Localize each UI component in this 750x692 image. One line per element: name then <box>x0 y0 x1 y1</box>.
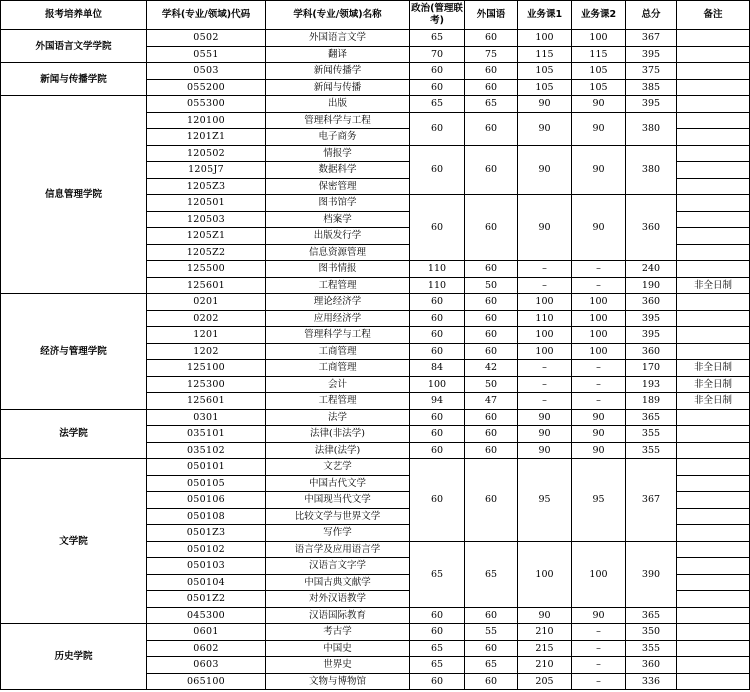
politics-cell: 60 <box>410 426 465 443</box>
foreign-cell: 55 <box>465 624 518 641</box>
foreign-cell: 60 <box>465 442 518 459</box>
course1-cell: 95 <box>518 459 572 542</box>
code-cell: 120100 <box>147 112 266 129</box>
course1-cell: 90 <box>518 96 572 113</box>
code-cell: 120501 <box>147 195 266 212</box>
course2-cell: 90 <box>572 195 626 261</box>
politics-cell: 110 <box>410 277 465 294</box>
politics-cell: 60 <box>410 442 465 459</box>
note-cell: 非全日制 <box>677 277 750 294</box>
name-cell: 管理科学与工程 <box>266 327 410 344</box>
total-cell: 395 <box>626 310 677 327</box>
total-cell: 367 <box>626 30 677 47</box>
foreign-cell: 60 <box>465 327 518 344</box>
code-cell: 0301 <box>147 409 266 426</box>
note-cell <box>677 591 750 608</box>
header-name: 学科(专业/领域)名称 <box>266 1 410 30</box>
name-cell: 图书馆学 <box>266 195 410 212</box>
header-politics: 政治(管理联考) <box>410 1 465 30</box>
politics-cell: 60 <box>410 145 465 195</box>
course1-cell: 105 <box>518 63 572 80</box>
total-cell: 189 <box>626 393 677 410</box>
total-cell: 380 <box>626 112 677 145</box>
total-cell: 360 <box>626 294 677 311</box>
foreign-cell: 60 <box>465 261 518 278</box>
politics-cell: 60 <box>410 459 465 542</box>
note-cell <box>677 310 750 327</box>
politics-cell: 60 <box>410 112 465 145</box>
note-cell <box>677 624 750 641</box>
total-cell: 355 <box>626 640 677 657</box>
note-cell <box>677 508 750 525</box>
total-cell: 190 <box>626 277 677 294</box>
code-cell: 125601 <box>147 277 266 294</box>
politics-cell: 60 <box>410 195 465 261</box>
unit-cell: 信息管理学院 <box>1 96 147 294</box>
note-cell <box>677 640 750 657</box>
name-cell: 信息资源管理 <box>266 244 410 261</box>
course1-cell: 100 <box>518 327 572 344</box>
course2-cell: – <box>572 261 626 278</box>
course1-cell: 90 <box>518 409 572 426</box>
name-cell: 文物与博物馆 <box>266 673 410 690</box>
foreign-cell: 60 <box>465 112 518 145</box>
note-cell: 非全日制 <box>677 393 750 410</box>
code-cell: 125100 <box>147 360 266 377</box>
unit-cell: 新闻与传播学院 <box>1 63 147 96</box>
code-cell: 050103 <box>147 558 266 575</box>
code-cell: 0502 <box>147 30 266 47</box>
code-cell: 035102 <box>147 442 266 459</box>
name-cell: 出版发行学 <box>266 228 410 245</box>
politics-cell: 60 <box>410 409 465 426</box>
code-cell: 0201 <box>147 294 266 311</box>
note-cell: 非全日制 <box>677 360 750 377</box>
name-cell: 电子商务 <box>266 129 410 146</box>
course1-cell: 90 <box>518 145 572 195</box>
course1-cell: – <box>518 261 572 278</box>
note-cell <box>677 558 750 575</box>
foreign-cell: 60 <box>465 426 518 443</box>
note-cell <box>677 525 750 542</box>
name-cell: 数据科学 <box>266 162 410 179</box>
name-cell: 中国史 <box>266 640 410 657</box>
course2-cell: 90 <box>572 112 626 145</box>
foreign-cell: 60 <box>465 607 518 624</box>
total-cell: 360 <box>626 657 677 674</box>
course2-cell: 90 <box>572 426 626 443</box>
name-cell: 中国古代文学 <box>266 475 410 492</box>
note-cell <box>677 442 750 459</box>
politics-cell: 84 <box>410 360 465 377</box>
foreign-cell: 60 <box>465 145 518 195</box>
course2-cell: 90 <box>572 607 626 624</box>
name-cell: 新闻与传播 <box>266 79 410 96</box>
name-cell: 档案学 <box>266 211 410 228</box>
note-cell <box>677 211 750 228</box>
foreign-cell: 47 <box>465 393 518 410</box>
politics-cell: 60 <box>410 624 465 641</box>
politics-cell: 70 <box>410 46 465 63</box>
code-cell: 125601 <box>147 393 266 410</box>
note-cell <box>677 574 750 591</box>
foreign-cell: 60 <box>465 409 518 426</box>
note-cell <box>677 129 750 146</box>
course1-cell: – <box>518 376 572 393</box>
total-cell: 395 <box>626 96 677 113</box>
name-cell: 翻译 <box>266 46 410 63</box>
name-cell: 工商管理 <box>266 343 410 360</box>
foreign-cell: 60 <box>465 343 518 360</box>
total-cell: 336 <box>626 673 677 690</box>
course2-cell: 105 <box>572 79 626 96</box>
note-cell: 非全日制 <box>677 376 750 393</box>
course1-cell: 100 <box>518 343 572 360</box>
name-cell: 工程管理 <box>266 277 410 294</box>
course2-cell: – <box>572 393 626 410</box>
politics-cell: 94 <box>410 393 465 410</box>
name-cell: 世界史 <box>266 657 410 674</box>
unit-cell: 外国语言文学学院 <box>1 30 147 63</box>
code-cell: 1202 <box>147 343 266 360</box>
name-cell: 写作学 <box>266 525 410 542</box>
code-cell: 1205Z3 <box>147 178 266 195</box>
code-cell: 050101 <box>147 459 266 476</box>
course1-cell: 110 <box>518 310 572 327</box>
header-foreign: 外国语 <box>465 1 518 30</box>
name-cell: 理论经济学 <box>266 294 410 311</box>
politics-cell: 60 <box>410 607 465 624</box>
table-row <box>1 294 750 311</box>
course2-cell: 115 <box>572 46 626 63</box>
note-cell <box>677 294 750 311</box>
header-row <box>1 1 750 30</box>
code-cell: 050102 <box>147 541 266 558</box>
header-course2: 业务课2 <box>572 1 626 30</box>
code-cell: 1205Z2 <box>147 244 266 261</box>
foreign-cell: 60 <box>465 673 518 690</box>
note-cell <box>677 96 750 113</box>
course2-cell: 100 <box>572 541 626 607</box>
note-cell <box>677 112 750 129</box>
code-cell: 055300 <box>147 96 266 113</box>
course1-cell: 100 <box>518 30 572 47</box>
name-cell: 情报学 <box>266 145 410 162</box>
name-cell: 汉语言文字学 <box>266 558 410 575</box>
foreign-cell: 60 <box>465 310 518 327</box>
politics-cell: 60 <box>410 79 465 96</box>
name-cell: 管理科学与工程 <box>266 112 410 129</box>
table-row <box>1 624 750 641</box>
politics-cell: 60 <box>410 310 465 327</box>
politics-cell: 65 <box>410 657 465 674</box>
foreign-cell: 65 <box>465 541 518 607</box>
name-cell: 语言学及应用语言学 <box>266 541 410 558</box>
course2-cell: 90 <box>572 409 626 426</box>
course2-cell: 105 <box>572 63 626 80</box>
politics-cell: 60 <box>410 294 465 311</box>
course1-cell: 100 <box>518 294 572 311</box>
course2-cell: – <box>572 673 626 690</box>
course2-cell: – <box>572 657 626 674</box>
course2-cell: 90 <box>572 145 626 195</box>
header-total: 总分 <box>626 1 677 30</box>
note-cell <box>677 30 750 47</box>
code-cell: 055200 <box>147 79 266 96</box>
total-cell: 385 <box>626 79 677 96</box>
course2-cell: – <box>572 640 626 657</box>
course2-cell: 100 <box>572 343 626 360</box>
politics-cell: 60 <box>410 343 465 360</box>
course1-cell: 90 <box>518 442 572 459</box>
unit-cell: 历史学院 <box>1 624 147 690</box>
politics-cell: 100 <box>410 376 465 393</box>
code-cell: 050105 <box>147 475 266 492</box>
total-cell: 350 <box>626 624 677 641</box>
code-cell: 065100 <box>147 673 266 690</box>
foreign-cell: 60 <box>465 63 518 80</box>
course1-cell: – <box>518 393 572 410</box>
course1-cell: – <box>518 277 572 294</box>
note-cell <box>677 409 750 426</box>
note-cell <box>677 459 750 476</box>
table-row <box>1 63 750 80</box>
foreign-cell: 50 <box>465 376 518 393</box>
course2-cell: 100 <box>572 310 626 327</box>
note-cell <box>677 162 750 179</box>
code-cell: 0501Z3 <box>147 525 266 542</box>
foreign-cell: 65 <box>465 96 518 113</box>
name-cell: 中国现当代文学 <box>266 492 410 509</box>
course2-cell: 100 <box>572 30 626 47</box>
politics-cell: 60 <box>410 63 465 80</box>
total-cell: 395 <box>626 46 677 63</box>
note-cell <box>677 145 750 162</box>
course1-cell: 100 <box>518 541 572 607</box>
name-cell: 保密管理 <box>266 178 410 195</box>
name-cell: 应用经济学 <box>266 310 410 327</box>
course1-cell: 105 <box>518 79 572 96</box>
politics-cell: 65 <box>410 541 465 607</box>
note-cell <box>677 673 750 690</box>
course2-cell: 90 <box>572 96 626 113</box>
total-cell: 355 <box>626 442 677 459</box>
total-cell: 390 <box>626 541 677 607</box>
code-cell: 125300 <box>147 376 266 393</box>
code-cell: 0501Z2 <box>147 591 266 608</box>
code-cell: 1205Z1 <box>147 228 266 245</box>
header-course1: 业务课1 <box>518 1 572 30</box>
course1-cell: 90 <box>518 112 572 145</box>
course2-cell: 95 <box>572 459 626 542</box>
foreign-cell: 65 <box>465 657 518 674</box>
politics-cell: 60 <box>410 673 465 690</box>
course1-cell: 90 <box>518 607 572 624</box>
course2-cell: – <box>572 624 626 641</box>
name-cell: 中国古典文献学 <box>266 574 410 591</box>
code-cell: 050106 <box>147 492 266 509</box>
header-note: 备注 <box>677 1 750 30</box>
foreign-cell: 60 <box>465 79 518 96</box>
unit-cell: 文学院 <box>1 459 147 624</box>
politics-cell: 65 <box>410 30 465 47</box>
politics-cell: 110 <box>410 261 465 278</box>
code-cell: 120503 <box>147 211 266 228</box>
code-cell: 050108 <box>147 508 266 525</box>
foreign-cell: 42 <box>465 360 518 377</box>
note-cell <box>677 426 750 443</box>
name-cell: 工商管理 <box>266 360 410 377</box>
note-cell <box>677 228 750 245</box>
note-cell <box>677 541 750 558</box>
total-cell: 360 <box>626 195 677 261</box>
foreign-cell: 60 <box>465 195 518 261</box>
name-cell: 法律(法学) <box>266 442 410 459</box>
table-row <box>1 409 750 426</box>
politics-cell: 60 <box>410 327 465 344</box>
name-cell: 法律(非法学) <box>266 426 410 443</box>
name-cell: 文艺学 <box>266 459 410 476</box>
code-cell: 035101 <box>147 426 266 443</box>
unit-cell: 法学院 <box>1 409 147 459</box>
note-cell <box>677 327 750 344</box>
note-cell <box>677 178 750 195</box>
code-cell: 0602 <box>147 640 266 657</box>
note-cell <box>677 244 750 261</box>
foreign-cell: 60 <box>465 640 518 657</box>
course1-cell: 90 <box>518 195 572 261</box>
name-cell: 外国语言文学 <box>266 30 410 47</box>
course1-cell: 90 <box>518 426 572 443</box>
course2-cell: 90 <box>572 442 626 459</box>
name-cell: 新闻传播学 <box>266 63 410 80</box>
foreign-cell: 75 <box>465 46 518 63</box>
total-cell: 365 <box>626 409 677 426</box>
total-cell: 367 <box>626 459 677 542</box>
course2-cell: – <box>572 376 626 393</box>
code-cell: 045300 <box>147 607 266 624</box>
note-cell <box>677 46 750 63</box>
name-cell: 会计 <box>266 376 410 393</box>
course1-cell: 210 <box>518 657 572 674</box>
course2-cell: 100 <box>572 294 626 311</box>
header-unit: 报考培养单位 <box>1 1 147 30</box>
total-cell: 365 <box>626 607 677 624</box>
note-cell <box>677 492 750 509</box>
course2-cell: 100 <box>572 327 626 344</box>
note-cell <box>677 63 750 80</box>
header-code: 学科(专业/领域)代码 <box>147 1 266 30</box>
course1-cell: 115 <box>518 46 572 63</box>
code-cell: 0202 <box>147 310 266 327</box>
code-cell: 050104 <box>147 574 266 591</box>
note-cell <box>677 475 750 492</box>
course1-cell: 210 <box>518 624 572 641</box>
code-cell: 1201 <box>147 327 266 344</box>
name-cell: 比较文学与世界文学 <box>266 508 410 525</box>
total-cell: 355 <box>626 426 677 443</box>
note-cell <box>677 261 750 278</box>
name-cell: 法学 <box>266 409 410 426</box>
note-cell <box>677 607 750 624</box>
foreign-cell: 60 <box>465 459 518 542</box>
total-cell: 375 <box>626 63 677 80</box>
name-cell: 汉语国际教育 <box>266 607 410 624</box>
course1-cell: 205 <box>518 673 572 690</box>
name-cell: 工程管理 <box>266 393 410 410</box>
total-cell: 360 <box>626 343 677 360</box>
code-cell: 120502 <box>147 145 266 162</box>
total-cell: 193 <box>626 376 677 393</box>
course1-cell: 215 <box>518 640 572 657</box>
foreign-cell: 60 <box>465 294 518 311</box>
total-cell: 240 <box>626 261 677 278</box>
code-cell: 0603 <box>147 657 266 674</box>
name-cell: 对外汉语教学 <box>266 591 410 608</box>
note-cell <box>677 79 750 96</box>
code-cell: 1205J7 <box>147 162 266 179</box>
course2-cell: – <box>572 360 626 377</box>
name-cell: 图书情报 <box>266 261 410 278</box>
unit-cell: 经济与管理学院 <box>1 294 147 410</box>
total-cell: 170 <box>626 360 677 377</box>
table-body <box>1 30 750 690</box>
total-cell: 380 <box>626 145 677 195</box>
foreign-cell: 50 <box>465 277 518 294</box>
note-cell <box>677 343 750 360</box>
politics-cell: 65 <box>410 96 465 113</box>
name-cell: 考古学 <box>266 624 410 641</box>
code-cell: 0601 <box>147 624 266 641</box>
politics-cell: 65 <box>410 640 465 657</box>
code-cell: 0503 <box>147 63 266 80</box>
code-cell: 1201Z1 <box>147 129 266 146</box>
table-row <box>1 30 750 47</box>
note-cell <box>677 195 750 212</box>
table-row <box>1 459 750 476</box>
code-cell: 0551 <box>147 46 266 63</box>
table-row <box>1 96 750 113</box>
foreign-cell: 60 <box>465 30 518 47</box>
name-cell: 出版 <box>266 96 410 113</box>
code-cell: 125500 <box>147 261 266 278</box>
note-cell <box>677 657 750 674</box>
course1-cell: – <box>518 360 572 377</box>
total-cell: 395 <box>626 327 677 344</box>
course2-cell: – <box>572 277 626 294</box>
